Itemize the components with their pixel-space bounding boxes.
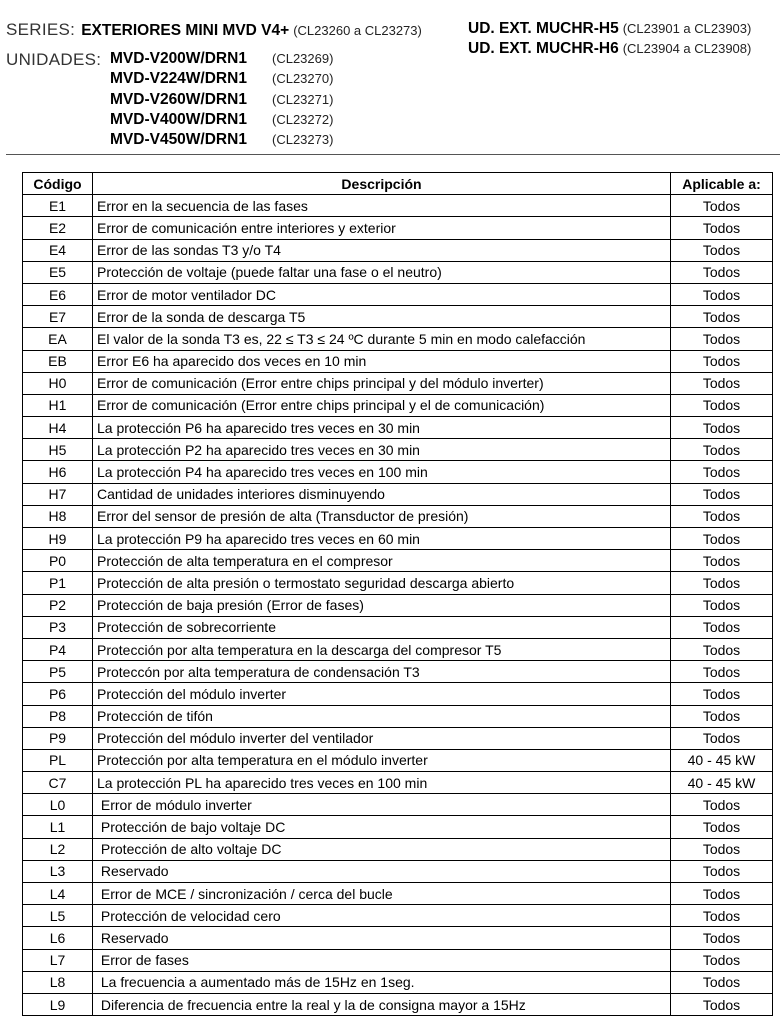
table-row [23, 394, 773, 416]
series-label: SERIES: [6, 20, 76, 39]
error-code-cell: L3 [23, 860, 93, 882]
unit-model: MVD-V200W/DRN1 [110, 50, 247, 67]
column-header-descripcion: Descripción [93, 173, 671, 195]
table-row [23, 505, 773, 527]
error-code-cell: EA [23, 328, 93, 350]
ud-ext-line [468, 40, 751, 60]
table-row [23, 949, 773, 971]
description-cell: Error de las sondas T3 y/o T4 [93, 239, 671, 261]
description-cell: La protección P9 ha aparecido tres veces en 60 min [93, 528, 671, 550]
error-code-cell: H1 [23, 394, 93, 416]
table-row [23, 927, 773, 949]
table-row [23, 461, 773, 483]
error-code-cell: E2 [23, 217, 93, 239]
table-row [23, 905, 773, 927]
description-cell: Proteccón por alta temperatura de condensación T3 [93, 661, 671, 683]
description-cell: Error de fases [93, 949, 671, 971]
unit-model: MVD-V450W/DRN1 [110, 131, 247, 149]
applicable-cell: Todos [671, 217, 773, 239]
unit-model: MVD-V260W/DRN1 [110, 90, 247, 108]
table-row [23, 483, 773, 505]
applicable-cell: Todos [671, 705, 773, 727]
error-code-cell: P4 [23, 638, 93, 660]
description-cell: Protección de voltaje (puede faltar una fase o el neutro) [93, 261, 671, 283]
error-code-cell: E6 [23, 283, 93, 305]
table-row [23, 306, 773, 328]
applicable-cell: Todos [671, 483, 773, 505]
error-code-cell: H4 [23, 417, 93, 439]
table-row [23, 705, 773, 727]
unit-code: (CL23272) [272, 111, 334, 127]
applicable-cell: Todos [671, 683, 773, 705]
table-row [23, 372, 773, 394]
description-cell: Protección por alta temperatura en la descarga del compresor T5 [93, 638, 671, 660]
table-row [23, 350, 773, 372]
table-row [23, 616, 773, 638]
table-row [23, 794, 773, 816]
description-cell: La protección P6 ha aparecido tres veces en 30 min [93, 417, 671, 439]
error-code-cell: PL [23, 749, 93, 771]
table-row [23, 328, 773, 350]
table-row [23, 550, 773, 572]
error-code-cell: L9 [23, 993, 93, 1015]
error-code-cell: L8 [23, 971, 93, 993]
applicable-cell: Todos [671, 528, 773, 550]
description-cell: Protección de alta presión o termostato seguridad descarga abierto [93, 572, 671, 594]
table-row [23, 638, 773, 660]
description-cell: La protección P2 ha aparecido tres veces en 30 min [93, 439, 671, 461]
applicable-cell: Todos [671, 860, 773, 882]
unit-row [110, 91, 333, 111]
table-row [23, 683, 773, 705]
applicable-cell: Todos [671, 838, 773, 860]
series-line [6, 20, 422, 40]
unidades-label: UNIDADES: [6, 50, 102, 69]
table-row [23, 528, 773, 550]
ud-ext-name: UD. EXT. MUCHR-H6 [468, 40, 619, 57]
error-code-cell: P2 [23, 594, 93, 616]
header-divider [6, 154, 780, 155]
error-code-cell: H7 [23, 483, 93, 505]
error-code-cell: P0 [23, 550, 93, 572]
error-codes-table [22, 172, 773, 1016]
unit-row [110, 131, 333, 151]
applicable-cell: Todos [671, 550, 773, 572]
applicable-cell: Todos [671, 417, 773, 439]
error-code-cell: L5 [23, 905, 93, 927]
table-row [23, 283, 773, 305]
error-code-cell: EB [23, 350, 93, 372]
applicable-cell: Todos [671, 461, 773, 483]
description-cell: Protección de baja presión (Error de fases) [93, 594, 671, 616]
error-code-cell: L7 [23, 949, 93, 971]
table-row [23, 572, 773, 594]
description-cell: La frecuencia a aumentado más de 15Hz en 1seg. [93, 971, 671, 993]
description-cell: Diferencia de frecuencia entre la real y la de consigna mayor a 15Hz [93, 993, 671, 1015]
applicable-cell: Todos [671, 439, 773, 461]
error-code-cell: H6 [23, 461, 93, 483]
table-row [23, 261, 773, 283]
description-cell: Protección de velocidad cero [93, 905, 671, 927]
unit-model: MVD-V224W/DRN1 [110, 70, 247, 88]
units-list [110, 50, 333, 151]
error-code-cell: H9 [23, 528, 93, 550]
unit-row [110, 70, 333, 90]
applicable-cell: Todos [671, 971, 773, 993]
unit-row [110, 50, 333, 70]
applicable-cell: Todos [671, 794, 773, 816]
description-cell: Error de la sonda de descarga T5 [93, 306, 671, 328]
error-code-cell: L6 [23, 927, 93, 949]
applicable-cell: Todos [671, 306, 773, 328]
applicable-cell: 40 - 45 kW [671, 772, 773, 794]
table-row [23, 661, 773, 683]
applicable-cell: Todos [671, 883, 773, 905]
error-code-cell: P3 [23, 616, 93, 638]
description-cell: Error de módulo inverter [93, 794, 671, 816]
applicable-cell: Todos [671, 927, 773, 949]
ud-ext-code: (CL23904 a CL23908) [622, 41, 752, 56]
series-code: (CL23260 a CL23273) [293, 23, 422, 38]
applicable-cell: Todos [671, 949, 773, 971]
table-row [23, 883, 773, 905]
applicable-cell: Todos [671, 594, 773, 616]
ud-ext-line [468, 20, 751, 40]
applicable-cell: Todos [671, 727, 773, 749]
description-cell: Error de comunicación (Error entre chips principal y del módulo inverter) [93, 372, 671, 394]
description-cell: Protección del módulo inverter [93, 683, 671, 705]
description-cell: Protección por alta temperatura en el módulo inverter [93, 749, 671, 771]
error-code-cell: L4 [23, 883, 93, 905]
document-header [0, 0, 780, 160]
description-cell: Protección de tifón [93, 705, 671, 727]
table-row [23, 749, 773, 771]
applicable-cell: Todos [671, 261, 773, 283]
error-code-cell: E7 [23, 306, 93, 328]
description-cell: Protección de bajo voltaje DC [93, 816, 671, 838]
error-code-cell: H5 [23, 439, 93, 461]
unit-row [110, 111, 333, 131]
applicable-cell: Todos [671, 372, 773, 394]
description-cell: Protección de alta temperatura en el compresor [93, 550, 671, 572]
error-code-cell: H8 [23, 505, 93, 527]
error-code-cell: P6 [23, 683, 93, 705]
error-code-cell: H0 [23, 372, 93, 394]
applicable-cell: 40 - 45 kW [671, 749, 773, 771]
error-code-cell: E1 [23, 195, 93, 217]
table-row [23, 772, 773, 794]
applicable-cell: Todos [671, 394, 773, 416]
table-row [23, 860, 773, 882]
applicable-cell: Todos [671, 195, 773, 217]
column-header-codigo: Código [23, 173, 93, 195]
table-row [23, 816, 773, 838]
description-cell: Reservado [93, 860, 671, 882]
description-cell: Protección de alto voltaje DC [93, 838, 671, 860]
table-row [23, 971, 773, 993]
description-cell: Error del sensor de presión de alta (Transductor de presión) [93, 505, 671, 527]
applicable-cell: Todos [671, 350, 773, 372]
error-code-cell: L2 [23, 838, 93, 860]
description-cell: El valor de la sonda T3 es, 22 ≤ T3 ≤ 24 ºC durante 5 min en modo calefacción [93, 328, 671, 350]
applicable-cell: Todos [671, 905, 773, 927]
applicable-cell: Todos [671, 505, 773, 527]
description-cell: Cantidad de unidades interiores disminuyendo [93, 483, 671, 505]
table-row [23, 439, 773, 461]
description-cell: Reservado [93, 927, 671, 949]
description-cell: Error en la secuencia de las fases [93, 195, 671, 217]
table-row [23, 594, 773, 616]
series-title: EXTERIORES MINI MVD V4+ [81, 22, 290, 39]
error-code-cell: E5 [23, 261, 93, 283]
description-cell: Error E6 ha aparecido dos veces en 10 min [93, 350, 671, 372]
ud-ext-name: UD. EXT. MUCHR-H5 [468, 20, 619, 37]
unit-code: (CL23273) [272, 132, 334, 148]
unit-code: (CL23271) [272, 91, 334, 107]
applicable-cell: Todos [671, 283, 773, 305]
error-code-cell: P9 [23, 727, 93, 749]
error-code-cell: C7 [23, 772, 93, 794]
error-code-cell: E4 [23, 239, 93, 261]
applicable-cell: Todos [671, 638, 773, 660]
error-code-cell: P1 [23, 572, 93, 594]
ud-ext-code: (CL23901 a CL23903) [622, 21, 752, 36]
table-row [23, 417, 773, 439]
table-row [23, 217, 773, 239]
description-cell: Error de MCE / sincronización / cerca del bucle [93, 883, 671, 905]
table-row [23, 727, 773, 749]
error-code-cell: L1 [23, 816, 93, 838]
applicable-cell: Todos [671, 239, 773, 261]
column-header-aplicable: Aplicable a: [671, 173, 773, 195]
applicable-cell: Todos [671, 993, 773, 1015]
applicable-cell: Todos [671, 661, 773, 683]
applicable-cell: Todos [671, 572, 773, 594]
outdoor-units-block [468, 20, 751, 60]
description-cell: Error de comunicación entre interiores y exterior [93, 217, 671, 239]
applicable-cell: Todos [671, 816, 773, 838]
applicable-cell: Todos [671, 328, 773, 350]
unit-code: (CL23269) [272, 51, 334, 66]
description-cell: Protección del módulo inverter del ventilador [93, 727, 671, 749]
error-code-cell: P8 [23, 705, 93, 727]
description-cell: La protección P4 ha aparecido tres veces en 100 min [93, 461, 671, 483]
description-cell: La protección PL ha aparecido tres veces en 100 min [93, 772, 671, 794]
unit-model: MVD-V400W/DRN1 [110, 110, 247, 128]
applicable-cell: Todos [671, 616, 773, 638]
unit-code: (CL23270) [272, 71, 334, 87]
error-code-cell: P5 [23, 661, 93, 683]
description-cell: Error de motor ventilador DC [93, 283, 671, 305]
table-header-row [23, 173, 773, 195]
table-row [23, 838, 773, 860]
table-row [23, 195, 773, 217]
description-cell: Error de comunicación (Error entre chips principal y el de comunicación) [93, 394, 671, 416]
table-row [23, 239, 773, 261]
description-cell: Protección de sobrecorriente [93, 616, 671, 638]
error-code-cell: L0 [23, 794, 93, 816]
table-row [23, 993, 773, 1015]
